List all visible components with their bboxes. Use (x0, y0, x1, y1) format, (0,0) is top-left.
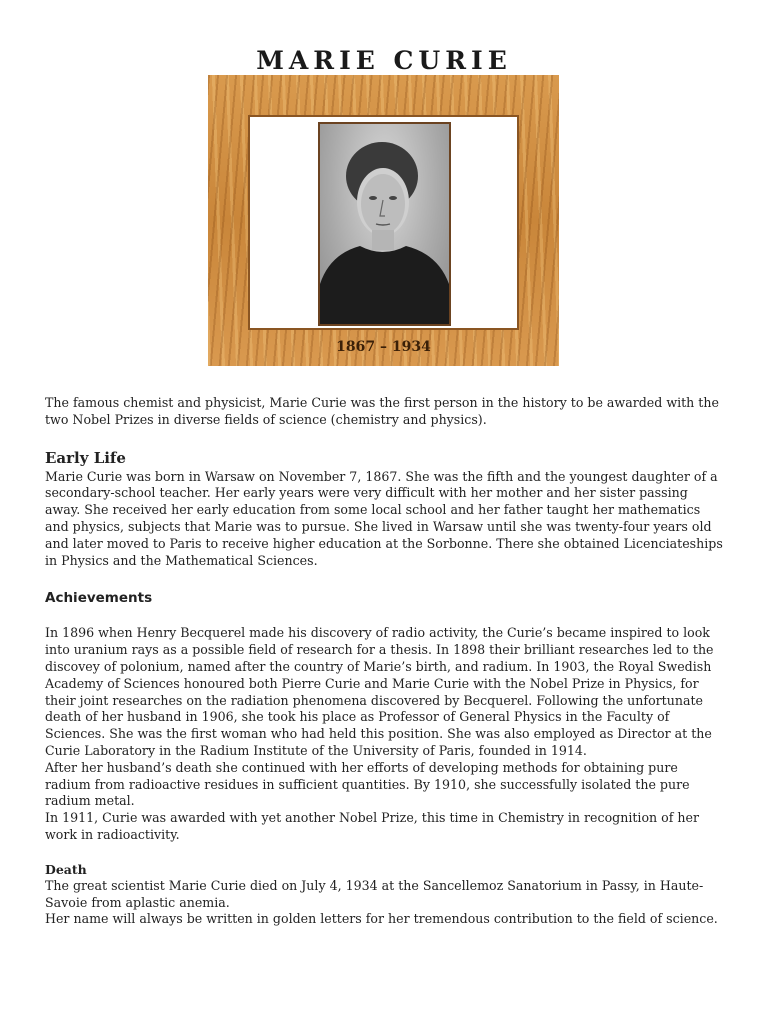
achievements-paragraph-1: In 1896 when Henry Becquerel made his discovery of radio activity, the Curie’s became inspired to look into uranium rays as a possible field of research for a thesis. In 1898 their brilliant researches led to the discovey of polonium, named after the country of Marie’s birth, and radium. In 1903, the Royal Swedish Academy of Sciences honoured both Pierre Curie and Marie Curie with the Nobel Prize in Physics, for their joint researches on the radiation phenomena discovered by Becquerel. Following the unfortunate death of her husband in 1906, she took his place as Professor of General Physics in the Faculty of Sciences. She was the first woman who had held this position. She was also employed as Director at the Curie Laboratory in the Radium Institute of the University of Paris, founded in 1914. (45, 625, 714, 758)
intro-paragraph: The famous chemist and physicist, Marie Curie was the first person in the history to be awarded with the two Nobel Prizes in diverse fields of science (chemistry and physics). (45, 395, 719, 427)
portrait-dates: 1867 – 1934 (336, 339, 431, 355)
achievements-paragraph-2: After her husband’s death she continued with her efforts of developing methods for obtaining pure radium from radioactive residues in sufficient quantities. By 1910, she successfully isolated the pure radium metal. (45, 759, 690, 809)
achievements-heading: Achievements (45, 590, 153, 607)
article-body (45, 395, 725, 928)
frame-matting (248, 115, 519, 330)
page-title: MARIE CURIE (0, 46, 768, 75)
achievements-paragraph-3: In 1911, Curie was awarded with yet another Nobel Prize, this time in Chemistry in recognition of her work in radioactivity. (45, 810, 699, 842)
early-life-heading: Early Life (45, 448, 126, 467)
wooden-picture-frame (208, 75, 559, 366)
death-heading: Death (45, 861, 87, 877)
death-paragraph-1: The great scientist Marie Curie died on July 4, 1934 at the Sancellemoz Sanatorium in Passy, in Haute-Savoie from aplastic anemia. (45, 877, 704, 910)
death-paragraph-2: Her name will always be written in golden letters for her tremendous contribution to the field of science. (45, 911, 718, 927)
portrait-photo (318, 122, 451, 326)
early-life-paragraph: Marie Curie was born in Warsaw on November 7, 1867. She was the fifth and the youngest daughter of a secondary-school teacher. Her early years were very difficult with her mother and her sister passing away. She received her early education from some local school and her father taught her mathematics and physics, subjects that Marie was to pursue. She lived in Warsaw until she was twenty-four years old and later moved to Paris to receive higher education at the Sorbonne. There she obtained Licenciateships in Physics and the Mathematical Sciences. (45, 468, 723, 568)
